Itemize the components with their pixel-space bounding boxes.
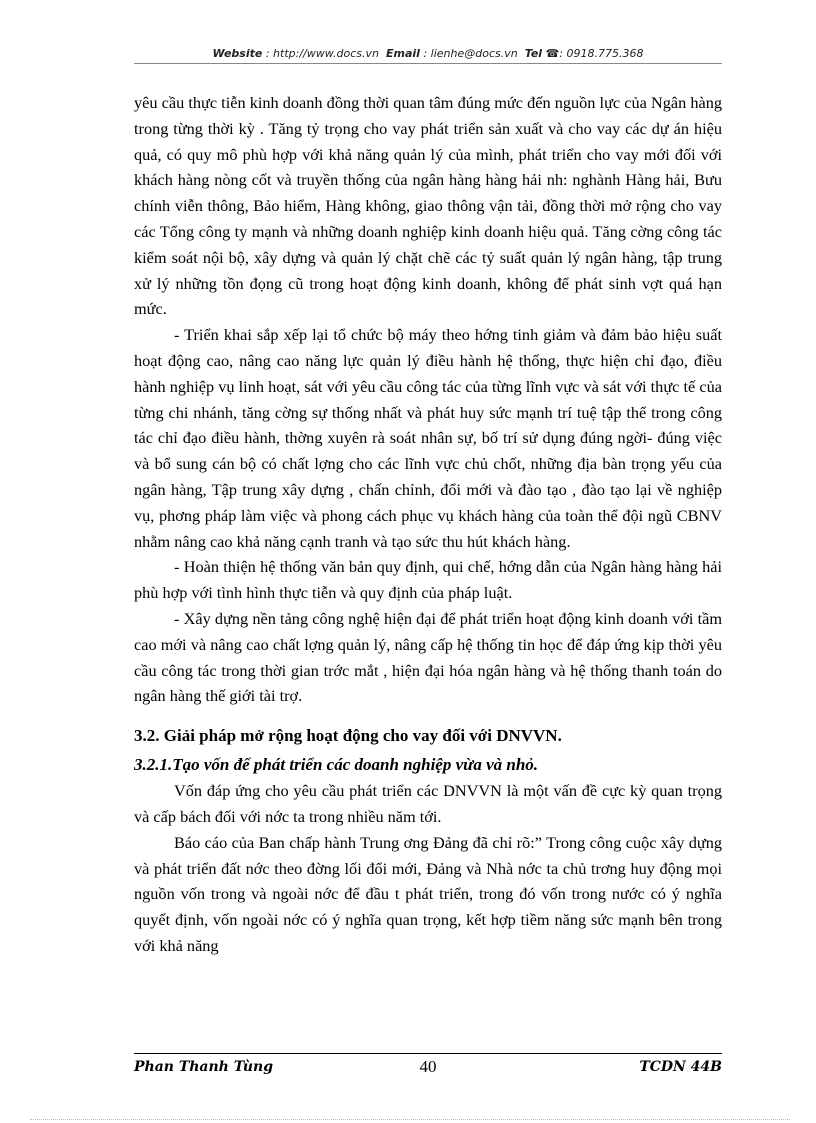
subsection-heading: 3.2.1.Tạo vốn để phát triển các doanh nghiệp vừa và nhỏ. — [134, 755, 539, 775]
paragraph: - Triển khai sắp xếp lại tổ chức bộ máy theo hớng tinh giảm và đảm bảo hiệu suất hoạt động cao, nâng cao năng lực quản lý điều hành hệ thống, thực hiện chỉ đạo, điều hành nghiệp vụ linh hoạt, sát với yêu cầu công tác của từng lĩnh vực và sát với thực tế của từng chi nhánh, tăng cờng sự thống nhất và phát huy sức mạnh trí tuệ tập thể trong công tác chỉ đạo điều hành, thờng xuyên rà soát nhân sự, bố trí sử dụng đúng ngời- đúng việc và bổ sung cán bộ có chất lợng cho các lĩnh vực chủ chốt, những địa bàn trọng yếu của ngân hàng, Tập trung xây dựng , chấn chỉnh, đổi mới và đào tạo , đào tạo lại về nghiệp vụ, phơng pháp làm việc và phong cách phục vụ khách hàng của toàn thể đội ngũ CBNV nhằm nâng cao khả năng cạnh tranh và tạo sức thu hút khách hàng. — [134, 325, 722, 551]
document-body — [134, 90, 722, 959]
website-label: Website — [212, 47, 263, 60]
footer-author: Phan Thanh Tùng — [134, 1059, 274, 1075]
paragraph: Báo cáo của Ban chấp hành Trung ơng Đảng đã chỉ rõ:” Trong công cuộc xây dựng và phát triển đất nớc theo đờng lối đổi mới, Đảng và Nhà nớc ta chủ trơng huy động mọi nguồn vốn trong và ngoài nớc để đầu t phát triển, trong đó vốn trong nước có ý nghĩa quyết định, vốn ngoài nớc có ý nghĩa quan trọng, kết hợp tiềm năng sức mạnh bên trong với khả năng — [134, 832, 722, 955]
section-heading: 3.2. Giải pháp mở rộng hoạt động cho vay đối với DNVVN. — [134, 726, 562, 746]
page-footer — [134, 1057, 722, 1081]
paragraph: yêu cầu thực tiễn kinh doanh đồng thời quan tâm đúng mức đến nguồn lực của Ngân hàng trong từng thời kỳ . Tăng tỷ trọng cho vay phát triển sản xuất và cho vay các dự án hiệu quả, có quy mô phù hợp với khả năng quản lý của mình, phát triển cho vay mới đối với khách hàng nòng cốt và truyền thống của ngân hàng hàng hải nh: nghành Hàng hải, Bưu chính viễn thông, Bảo hiểm, Hàng không, giao thông vận tải, đồng thời mở rộng cho vay các Tổng công ty mạnh và những doanh nghiệp kinh doanh hiệu quả. Tăng cờng công tác kiểm soát nội bộ, xây dựng và quản lý chặt chẽ các tỷ suất quản lý ngân hàng, tập trung xử lý những tồn đọng cũ trong hoạt động kinh doanh, không để phát sinh vợt quá hạn mức. — [134, 93, 722, 319]
tel-label: Tel — [524, 47, 543, 60]
footer-class-code: TCDN 44B — [639, 1059, 722, 1075]
email-label: Email — [386, 47, 420, 60]
page-header — [134, 47, 722, 64]
footer-divider — [134, 1053, 722, 1054]
page-bottom-border — [30, 1119, 790, 1120]
email-value: : lienhe@docs.vn — [423, 47, 518, 60]
phone-icon: ☎ — [545, 47, 560, 60]
paragraph: - Xây dựng nền tảng công nghệ hiện đại để phát triển hoạt động kinh doanh với tầm cao mới và nâng cao chất lợng quản lý, nâng cấp hệ thống tin học để đáp ứng kịp thời yêu cầu công tác trong thời gian trớc mắt , hiện đại hóa ngân hàng và hệ thống thanh toán do ngân hàng thế giới tài trợ. — [134, 608, 722, 706]
website-value: : http://www.docs.vn — [265, 47, 380, 60]
page-number: 40 — [419, 1057, 437, 1076]
tel-value: : 0918.775.368 — [559, 47, 644, 60]
paragraph: - Hoàn thiện hệ thống văn bản quy định, qui chế, hớng dẫn của Ngân hàng hàng hải phù hợp với tình hình thực tiễn và quy định của pháp luật. — [134, 557, 722, 603]
paragraph: Vốn đáp ứng cho yêu cầu phát triển các DNVVN là một vấn đề cực kỳ quan trọng và cấp bách đối với nớc ta trong nhiều năm tới. — [134, 781, 722, 826]
